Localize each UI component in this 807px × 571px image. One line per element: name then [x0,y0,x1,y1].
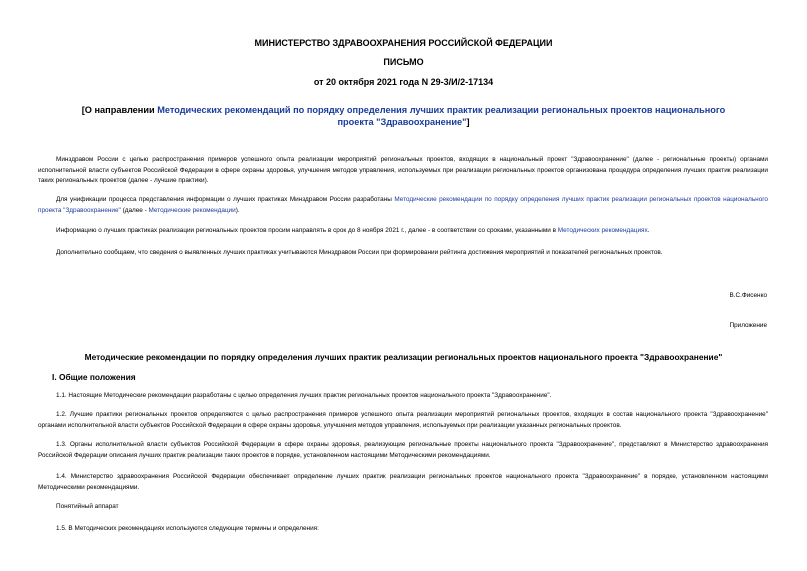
subject-link[interactable]: Методических рекомендаций по порядку определения лучших практик реализации региональных проектов национального проекта "Здравоохранение" [157,105,726,127]
clause-1-2: 1.2. Лучшие практики региональных проектов определяются с целью распространения примеров успешного опыта реализации мероприятий региональных проектов, входящих в состав национального проекта "Здравоохранение" органами исполнительной власти субъектов Российской Федерации в сфере охраны здоровья, улучшения методов управления, используемых при реализации указанных региональных проектов. [38,411,768,429]
letter-paragraph-3 [38,226,768,237]
doc-type-heading: ПИСЬМО [383,57,424,67]
subsection-label: Понятийный аппарат [56,503,119,510]
clause-1-5: 1.5. В Методических рекомендациях используются следующие термины и определения: [56,525,319,532]
subject-prefix: [О направлении [81,105,158,115]
signature: В.С.Фисенко [729,292,767,299]
p2-recommendations-link[interactable]: Методические рекомендации по порядку определения лучших практик реализации региональных проектов национального проекта "Здравоохранение" [38,196,768,214]
letter-paragraph-4: Дополнительно сообщаем, что сведения о выявленных лучших практиках учитываются Минздравом России при формировании рейтинга достижения мероприятий и показателей региональных проектов. [56,249,663,256]
clause-1-1: 1.1. Настоящие Методические рекомендации разработаны с целью определения лучших практик региональных проектов национального проекта "Здравоохранение". [56,392,552,399]
attachment-label: Приложение [729,322,767,329]
clause-1-4: 1.4. Министерство здравоохранения Российской Федерации обеспечивает определение лучших практик реализации региональных проектов национального проекта "Здравоохранение" в порядке, установленном настоящими Методическими рекомендациями. [38,473,768,491]
appendix-title: Методические рекомендации по порядку определения лучших практик реализации региональных проектов национального проекта "Здравоохранение" [84,352,723,362]
p2-text-mid: (далее - [120,206,149,214]
letter-subject [70,104,737,128]
clause-1-3: 1.3. Органы исполнительной власти субъектов Российской Федерации в сфере охраны здоровья, реализующие региональные проекты национального проекта "Здравоохранение", представляют в Министерство здравоохранения Российской Федерации описания лучших практик реализации таких проектов в порядке, установленном настоящими Методическими рекомендациями. [38,441,768,459]
letter-paragraph-2 [38,195,768,216]
subject-suffix: ] [466,117,470,127]
date-number-heading: от 20 октября 2021 года N 29-3/И/2-17134 [313,77,494,87]
p2-text-end: ). [235,206,240,214]
section-heading: I. Общие положения [52,372,136,382]
p2-recommendations-short-link[interactable]: Методические рекомендации [148,206,236,214]
p3-recommendations-link[interactable]: Методических рекомендациях [557,227,648,234]
letter-paragraph-1: Минздравом России с целью распространения примеров успешного опыта реализации мероприятий региональных проектов, входящих в национальный проект "Здравоохранение" (далее - региональные проекты) органами исполнительной власти субъектов Российской Федерации в сфере охраны здоровья, улучшения методов управления, используемых при реализации региональных проектов организована процедура определения лучших практик реализации таких региональных проектов (далее - лучшие практики). [38,156,768,184]
p2-text-start: Для унификации процесса представления информации о лучших практиках Минздравом России разработаны [56,196,395,203]
ministry-heading: МИНИСТЕРСТВО ЗДРАВООХРАНЕНИЯ РОССИЙСКОЙ ФЕДЕРАЦИИ [254,38,553,48]
p3-text-start: Информацию о лучших практиках реализации региональных проектов просим направлять в срок до 8 ноября 2021 г., далее - в соответствии со сроками, указанными в [56,227,558,234]
p3-text-end: . [647,227,650,234]
